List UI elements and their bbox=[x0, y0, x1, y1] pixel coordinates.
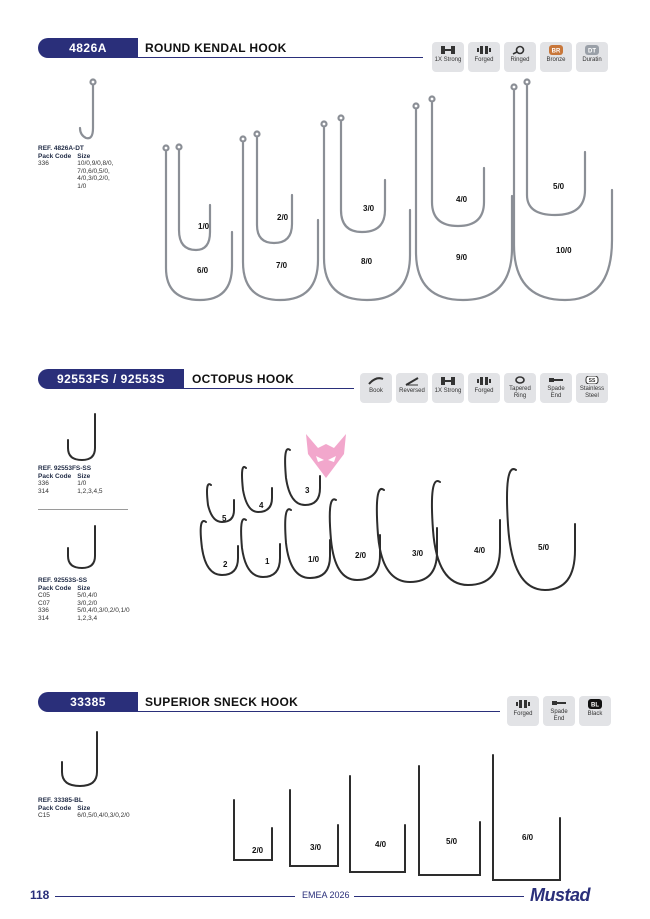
forged-icon bbox=[476, 376, 492, 386]
section-code-92553: 92553FS / 92553S bbox=[38, 369, 184, 389]
ref-code: REF. 92553FS-SS bbox=[38, 465, 92, 472]
badge-label: Spade End bbox=[550, 709, 568, 722]
badge-black bbox=[579, 696, 611, 726]
hook-label: 5/0 bbox=[538, 543, 550, 552]
hook-label: 5 bbox=[222, 514, 227, 523]
size-header: Size bbox=[77, 472, 91, 480]
badge-label: Stainless Steel bbox=[579, 386, 605, 399]
pack-sizes: 1,2,3,4 bbox=[77, 614, 98, 622]
ref-code: REF. 4826A-DT bbox=[38, 145, 84, 152]
badge-spade-end bbox=[540, 373, 572, 403]
pack-table bbox=[38, 585, 136, 623]
hook-label: 6/0 bbox=[522, 833, 534, 842]
ref-hook-92553s bbox=[68, 526, 95, 568]
badge-label: Forged bbox=[474, 388, 494, 394]
1x-strong-icon bbox=[440, 376, 456, 386]
badge-label: Reversed bbox=[399, 388, 425, 394]
hook-label: 4/0 bbox=[375, 840, 387, 849]
section-title-superior-sneck: SUPERIOR SNECK HOOK bbox=[145, 695, 299, 709]
hook-label: 5/0 bbox=[553, 182, 565, 191]
ref-block-92553s bbox=[38, 577, 136, 622]
black-icon bbox=[587, 699, 603, 709]
badge-label: Spade End bbox=[547, 386, 565, 399]
ref-divider bbox=[38, 509, 128, 510]
section-title-round-kendal: ROUND KENDAL HOOK bbox=[145, 41, 287, 55]
badge-spade-end bbox=[543, 696, 575, 726]
pack-code: 336 bbox=[38, 607, 49, 614]
hook-label: 4/0 bbox=[474, 546, 486, 555]
pack-header: Pack Code bbox=[38, 584, 72, 592]
svg-text:BL: BL bbox=[591, 702, 599, 709]
badge-label: Black bbox=[587, 711, 603, 717]
ref-block-33385 bbox=[38, 797, 136, 820]
hook-label: 3/0 bbox=[363, 204, 375, 213]
badge-label: 1X Strong bbox=[434, 57, 462, 63]
pack-sizes: 1,2,3,4,5 bbox=[77, 487, 103, 495]
badge-forged bbox=[507, 696, 539, 726]
badge-1x-strong bbox=[432, 373, 464, 403]
footer-rule-left bbox=[55, 896, 295, 897]
badge-label: Forged bbox=[474, 57, 494, 63]
stainless-steel-icon bbox=[584, 376, 600, 384]
size-header: Size bbox=[77, 152, 91, 160]
title-rule bbox=[184, 388, 354, 389]
book-icon bbox=[368, 376, 384, 386]
hook-label: 2/0 bbox=[355, 551, 367, 560]
badge-tapered-ring bbox=[504, 373, 536, 403]
svg-text:BR: BR bbox=[551, 48, 561, 55]
tapered-ring-icon bbox=[512, 376, 528, 384]
badge-label: Book bbox=[369, 388, 383, 394]
badge-label: Bronze bbox=[546, 57, 566, 63]
fox-logo-icon bbox=[300, 430, 352, 482]
hook-label: 4 bbox=[259, 501, 264, 510]
badge-book bbox=[360, 373, 392, 403]
ref-code: REF. 33385-BL bbox=[38, 797, 83, 804]
badge-stainless-steel bbox=[576, 373, 608, 403]
pack-sizes: 10/0,9/0,8/0, 7/0,6/0,5/0, 4/0,3/0,2/0, 1/0 bbox=[77, 160, 114, 190]
hook-label: 1/0 bbox=[308, 555, 320, 564]
pack-table bbox=[38, 805, 136, 820]
ref-hook-92553fs bbox=[68, 414, 95, 460]
forged-icon bbox=[515, 699, 531, 709]
size-header: Size bbox=[77, 584, 91, 592]
hook-label: 3 bbox=[305, 486, 310, 495]
pack-code: C15 bbox=[38, 812, 50, 819]
pack-code: 314 bbox=[38, 614, 49, 622]
page-number: 118 bbox=[30, 888, 50, 902]
hook-label: 2/0 bbox=[277, 213, 289, 222]
ref-block-4826a bbox=[38, 145, 119, 190]
section-code-33385: 33385 bbox=[38, 692, 138, 712]
pack-code: C07 bbox=[38, 599, 50, 607]
hook-label: 1 bbox=[265, 557, 270, 566]
pack-code: 336 bbox=[38, 480, 49, 487]
hook-label: 9/0 bbox=[456, 253, 468, 262]
hook-label: 6/0 bbox=[197, 266, 209, 275]
hook-label: 3/0 bbox=[310, 843, 322, 852]
pack-header: Pack Code bbox=[38, 472, 72, 480]
feature-badges bbox=[360, 373, 608, 403]
feature-badges bbox=[507, 696, 611, 726]
hook-label: 8/0 bbox=[361, 257, 373, 266]
pack-sizes: 1/0 bbox=[77, 480, 87, 487]
badge-label: Tapered Ring bbox=[509, 386, 531, 399]
pack-table bbox=[38, 153, 119, 191]
badge-label: 1X Strong bbox=[434, 388, 462, 394]
size-header: Size bbox=[77, 804, 91, 812]
footer-edition: EMEA 2026 bbox=[302, 890, 350, 900]
pack-code: C05 bbox=[38, 592, 50, 599]
badge-label: Ringed bbox=[510, 57, 530, 63]
hook-label: 3/0 bbox=[412, 549, 424, 558]
ref-block-92553fs bbox=[38, 465, 109, 495]
mustad-logo: Mustad bbox=[530, 885, 590, 905]
hook-label: 2/0 bbox=[252, 846, 264, 855]
pack-code: 314 bbox=[38, 487, 49, 495]
section-title-octopus: OCTOPUS HOOK bbox=[192, 372, 295, 386]
footer-rule-right bbox=[354, 896, 524, 897]
pack-sizes: 3/0,2/0 bbox=[77, 599, 98, 607]
pack-sizes: 5/0,4/0 bbox=[77, 592, 98, 599]
ref-code: REF. 92553S-SS bbox=[38, 577, 88, 584]
badge-forged bbox=[468, 373, 500, 403]
pack-sizes: 6/0,5/0,4/0,3/0,2/0 bbox=[77, 812, 130, 819]
hook-label: 7/0 bbox=[276, 261, 288, 270]
reversed-icon bbox=[404, 376, 420, 386]
title-rule bbox=[138, 711, 500, 712]
pack-code: 336 bbox=[38, 160, 49, 167]
svg-text:SS: SS bbox=[588, 378, 596, 384]
hook-label: 2 bbox=[223, 560, 228, 569]
hook-label: 4/0 bbox=[456, 195, 468, 204]
badge-label: Duratin bbox=[582, 57, 602, 63]
badge-reversed bbox=[396, 373, 428, 403]
badge-label: Forged bbox=[513, 711, 533, 717]
hook-label: 10/0 bbox=[556, 246, 572, 255]
pack-header: Pack Code bbox=[38, 152, 72, 160]
pack-sizes: 5/0,4/0,3/0,2/0,1/0 bbox=[77, 607, 130, 614]
ref-hook-33385 bbox=[62, 732, 97, 786]
hook-label: 5/0 bbox=[446, 837, 458, 846]
section-code-4826a: 4826A bbox=[38, 38, 138, 58]
spade-end-icon bbox=[551, 699, 567, 707]
spade-end-icon bbox=[548, 376, 564, 384]
pack-table bbox=[38, 473, 109, 496]
svg-text:DT: DT bbox=[588, 48, 596, 55]
pack-header: Pack Code bbox=[38, 804, 72, 812]
ref-hook-4826a bbox=[80, 85, 93, 138]
hook-label: 1/0 bbox=[198, 222, 210, 231]
